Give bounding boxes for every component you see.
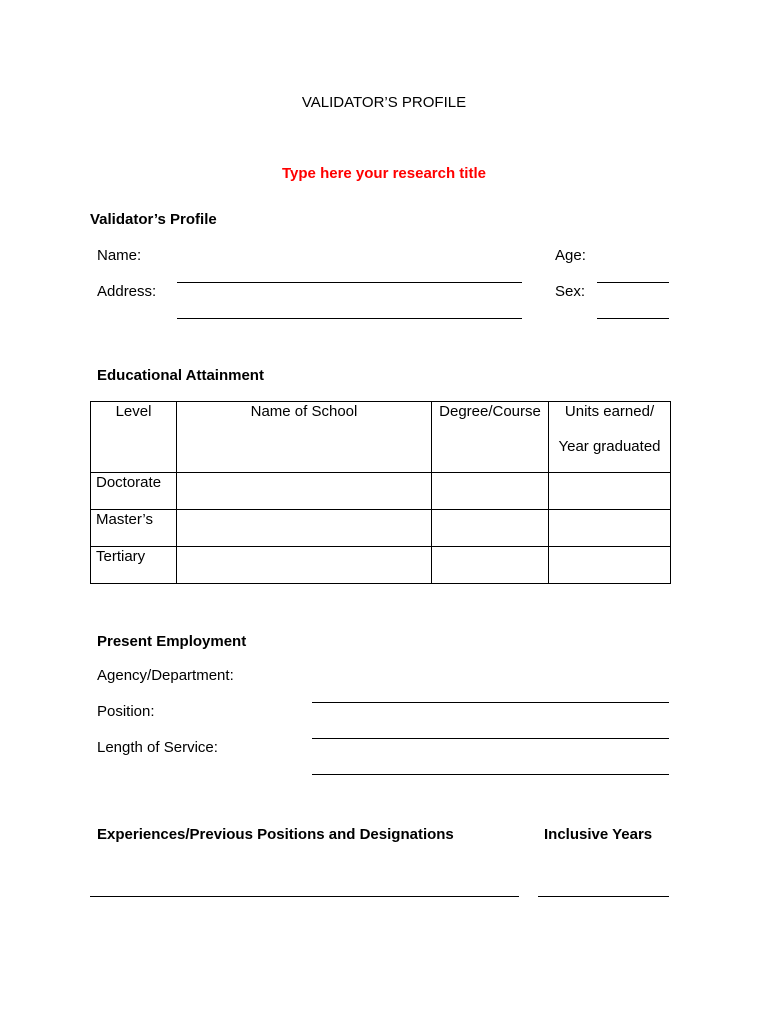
table-cell[interactable] — [177, 510, 432, 547]
row-label-doctorate: Doctorate — [91, 473, 177, 510]
education-heading: Educational Attainment — [97, 367, 264, 384]
inclusive-years-field-line[interactable] — [538, 896, 669, 897]
address-field-line[interactable] — [177, 318, 522, 319]
name-label: Name: — [97, 247, 142, 264]
agency-label: Agency/Department: — [97, 667, 234, 684]
agency-field-line[interactable] — [312, 702, 669, 703]
employment-heading: Present Employment — [97, 633, 247, 650]
table-row — [91, 473, 671, 510]
table-row — [91, 547, 671, 584]
page-title: VALIDATOR’S PROFILE — [301, 94, 467, 111]
column-header-units-line1: Units earned/ — [564, 403, 655, 420]
research-title-placeholder[interactable]: Type here your research title — [282, 165, 486, 182]
column-header-school: Name of School — [177, 402, 432, 473]
name-field-line[interactable] — [177, 282, 522, 283]
table-row — [91, 510, 671, 547]
profile-heading: Validator’s Profile — [90, 211, 217, 228]
sex-field-line[interactable] — [597, 318, 669, 319]
inclusive-years-heading: Inclusive Years — [544, 826, 653, 843]
table-cell[interactable] — [549, 547, 671, 584]
sex-label: Sex: — [555, 283, 586, 300]
column-header-units — [549, 402, 671, 473]
table-cell[interactable] — [177, 547, 432, 584]
table-cell[interactable] — [432, 473, 549, 510]
column-header-degree: Degree/Course — [432, 402, 549, 473]
experience-field-line[interactable] — [90, 896, 519, 897]
column-header-level: Level — [91, 402, 177, 473]
age-label: Age: — [555, 247, 586, 264]
column-header-units-line2: Year graduated — [558, 438, 661, 455]
table-cell[interactable] — [177, 473, 432, 510]
age-field-line[interactable] — [597, 282, 669, 283]
table-cell[interactable] — [432, 547, 549, 584]
service-field-line[interactable] — [312, 774, 669, 775]
position-field-line[interactable] — [312, 738, 669, 739]
address-label: Address: — [97, 283, 157, 300]
table-cell[interactable] — [549, 510, 671, 547]
service-label: Length of Service: — [97, 739, 218, 756]
row-label-masters: Master’s — [91, 510, 177, 547]
experience-heading: Experiences/Previous Positions and Designations — [97, 826, 454, 843]
table-cell[interactable] — [432, 510, 549, 547]
table-cell[interactable] — [549, 473, 671, 510]
education-table-header — [91, 402, 671, 473]
row-label-tertiary: Tertiary — [91, 547, 177, 584]
position-label: Position: — [97, 703, 155, 720]
education-table — [90, 401, 671, 584]
